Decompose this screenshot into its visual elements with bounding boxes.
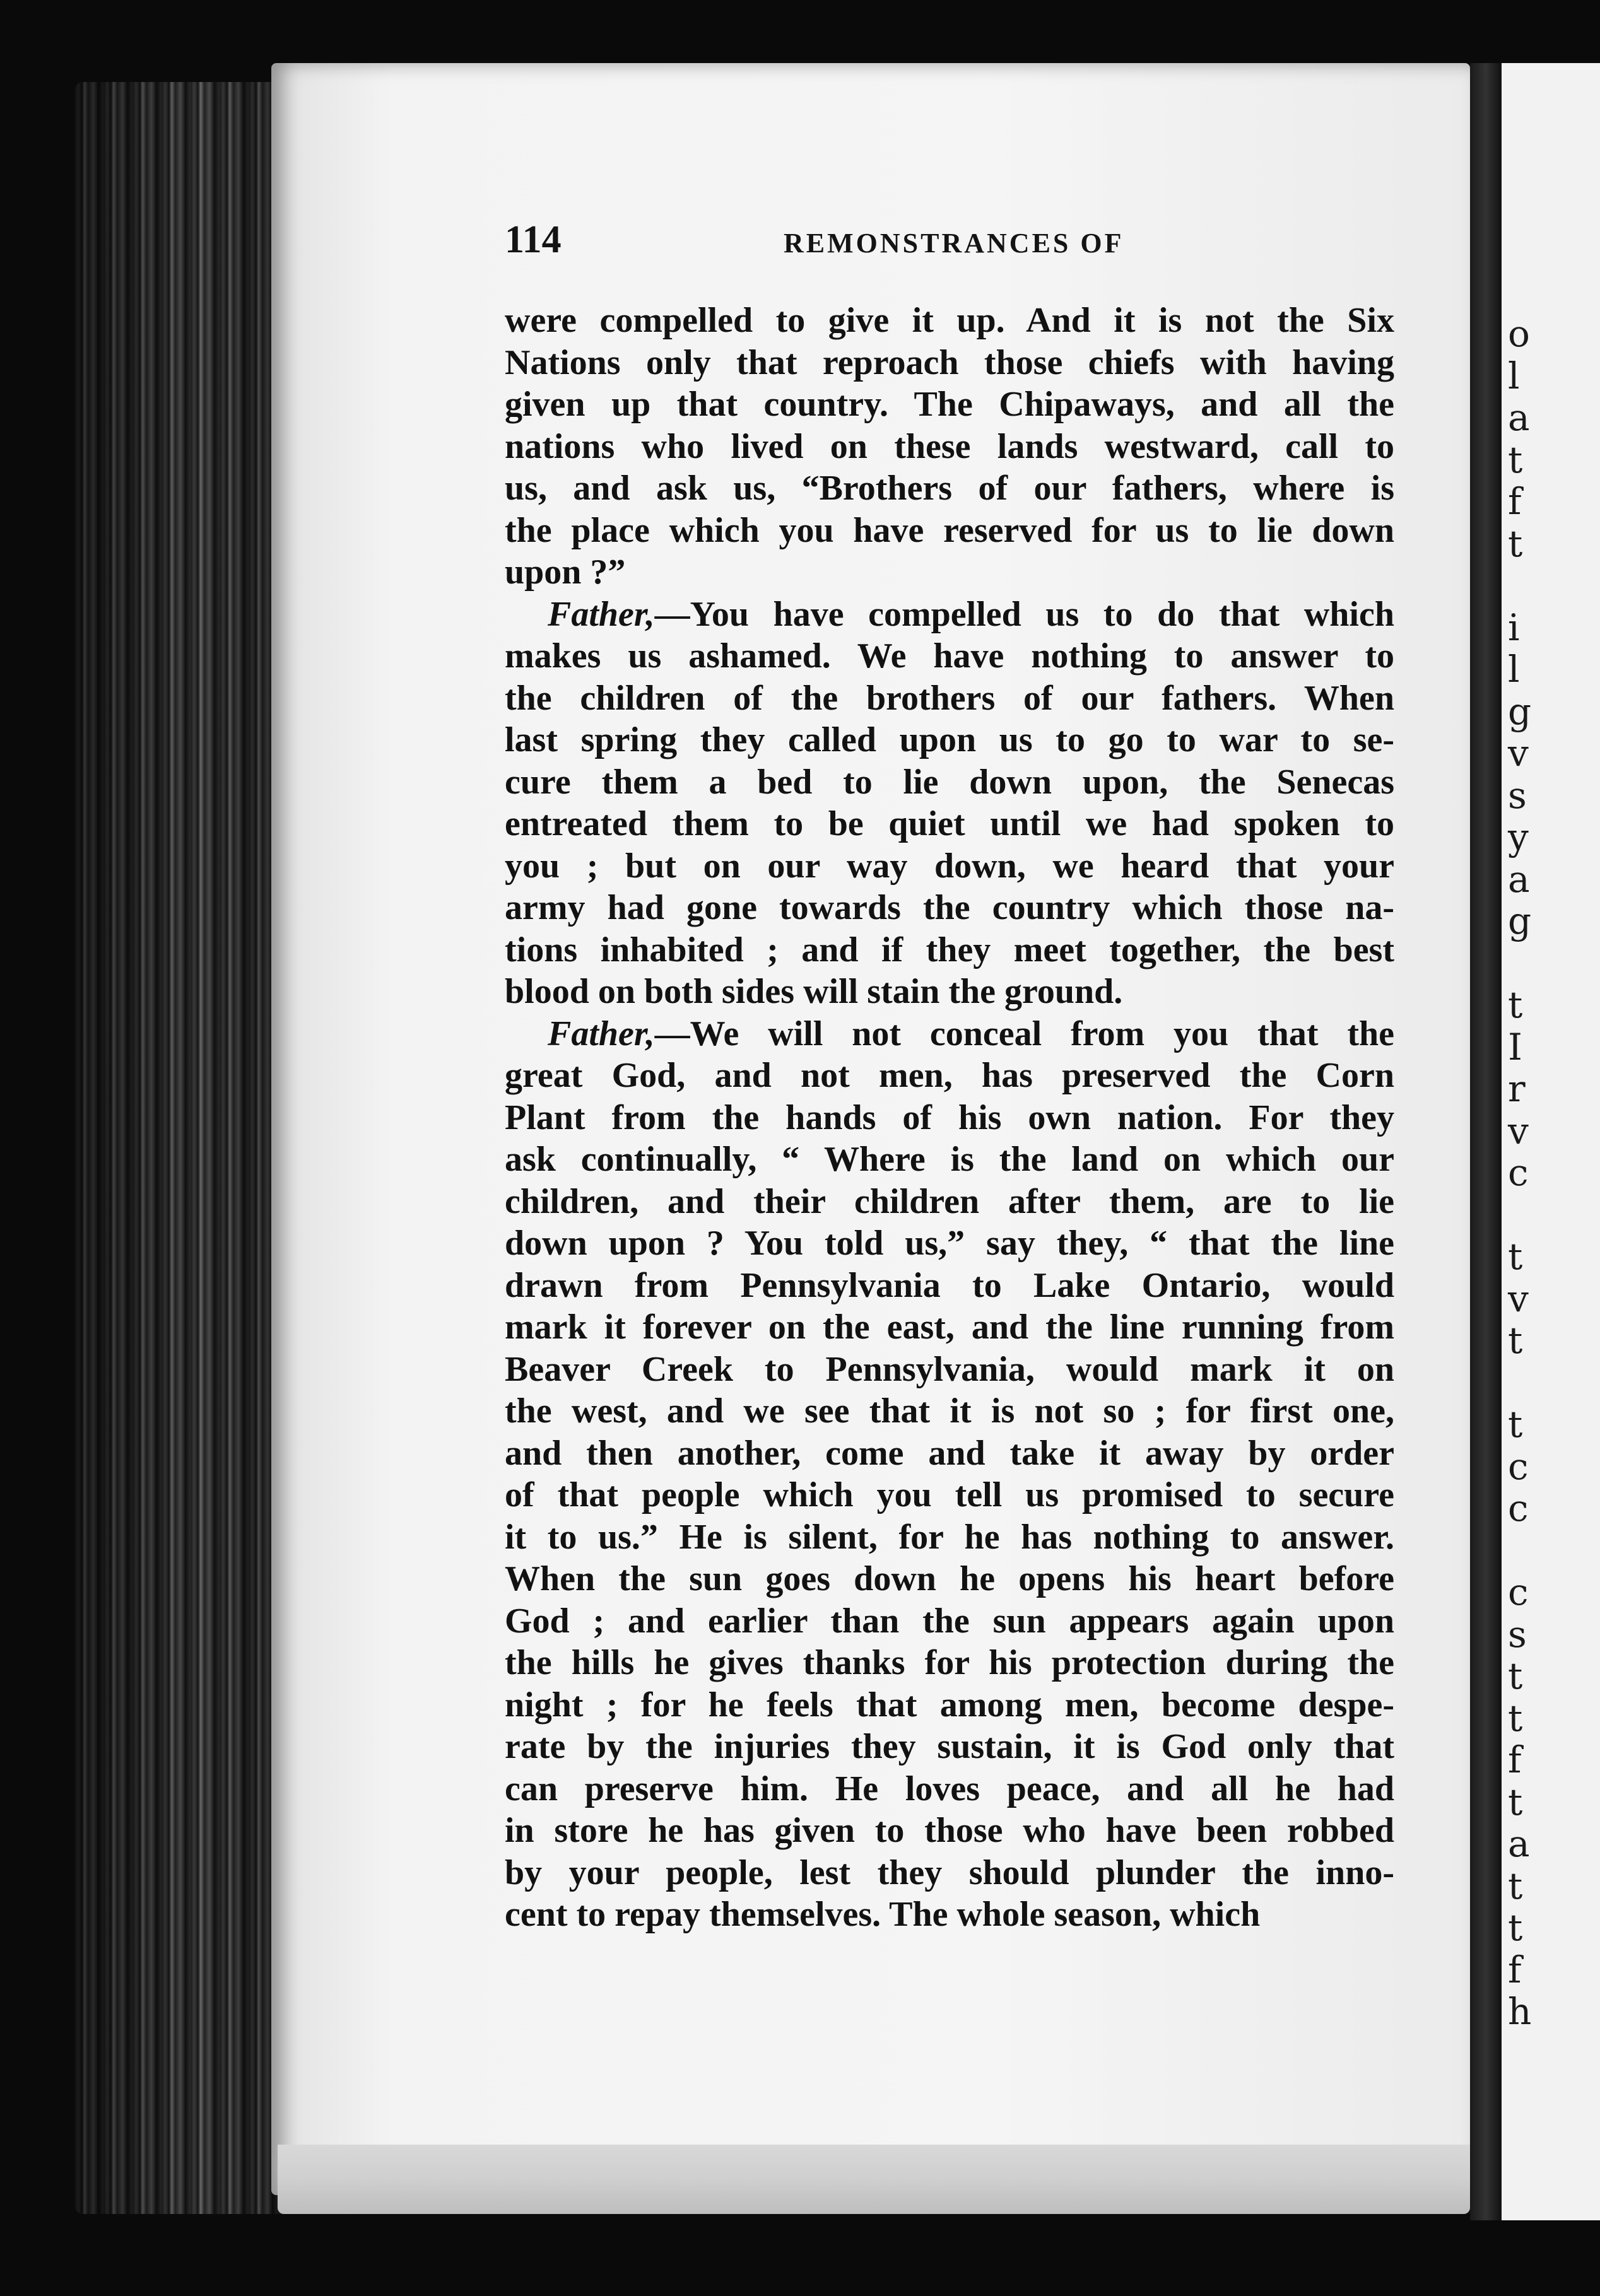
- line-text: drawn from Pennsylvania to Lake Ontario, would: [505, 1265, 1394, 1305]
- text-line: [505, 384, 1394, 426]
- line-text: cent to repay themselves. The whole season, which: [505, 1895, 1261, 1934]
- facing-page-letter: y: [1508, 816, 1529, 858]
- line-text: given up that country. The Chipaways, and all the: [505, 385, 1394, 424]
- line-text: When the sun goes down he opens his heart before: [505, 1559, 1394, 1598]
- facing-page-letter: c: [1508, 1151, 1529, 1194]
- facing-page-letter: t: [1508, 438, 1523, 481]
- line-text: and then another, come and take it away by order: [505, 1433, 1394, 1473]
- text-line: [505, 1810, 1394, 1852]
- text-line: [505, 1222, 1394, 1265]
- line-text: us, and ask us, “Brothers of our fathers, where is: [505, 469, 1394, 508]
- text-line: [505, 1558, 1394, 1600]
- text-line: [505, 594, 1394, 636]
- facing-page-letter: a: [1508, 396, 1530, 439]
- facing-page-letter: g: [1508, 689, 1532, 733]
- text-line: [505, 1600, 1394, 1643]
- facing-page-letter: a: [1508, 1822, 1530, 1865]
- facing-page-letter: f: [1508, 1948, 1522, 1991]
- line-text: the west, and we see that it is not so ; for first one,: [505, 1391, 1394, 1431]
- line-text: were compelled to give it up. And it is not the Six: [505, 301, 1394, 340]
- text-line: [505, 1306, 1394, 1349]
- line-text: down upon ? You told us,” say they, “ that the line: [505, 1224, 1394, 1263]
- line-text: makes us ashamed. We have nothing to answer to: [505, 636, 1394, 676]
- line-text: nations who lived on these lands westward, call to: [505, 426, 1394, 466]
- text-line: [505, 971, 1394, 1013]
- line-text: entreated them to be quiet until we had spoken to: [505, 804, 1394, 843]
- facing-page-letter: i: [1508, 606, 1520, 649]
- line-text: the hills he gives thanks for his protection during the: [505, 1643, 1394, 1682]
- facing-page-letter: v: [1508, 1277, 1529, 1320]
- text-line: [505, 342, 1394, 384]
- text-line: [505, 1852, 1394, 1894]
- text-line: [505, 1139, 1394, 1181]
- line-text: the children of the brothers of our fathers. When: [505, 678, 1394, 718]
- facing-page-letter: v: [1508, 732, 1529, 775]
- facing-page-letter: a: [1508, 857, 1530, 901]
- line-text: night ; for he feels that among men, become despe-: [505, 1685, 1394, 1725]
- facing-page-letter: t: [1508, 1235, 1523, 1278]
- line-text: mark it forever on the east, and the line running from: [505, 1308, 1394, 1347]
- text-line: [505, 1684, 1394, 1726]
- text-line: [505, 1474, 1394, 1516]
- line-text: children, and their children after them, are to lie: [505, 1181, 1394, 1221]
- text-line: [505, 719, 1394, 761]
- line-text: army had gone towards the country which those na-: [505, 888, 1394, 927]
- facing-page-letter: c: [1508, 1444, 1529, 1488]
- line-text: upon ?”: [505, 553, 626, 592]
- line-text: you ; but on our way down, we heard that your: [505, 846, 1394, 886]
- line-text: last spring they called upon us to go to war to se-: [505, 720, 1394, 759]
- facing-page-letter: c: [1508, 1487, 1529, 1530]
- page-bottom-edge: [278, 2145, 1470, 2214]
- line-text: Plant from the hands of his own nation. For they: [505, 1098, 1394, 1137]
- text-line: [505, 1097, 1394, 1139]
- text-line: [505, 1516, 1394, 1559]
- line-text: of that people which you tell us promised to secure: [505, 1475, 1394, 1514]
- facing-page-letter: I: [1508, 1025, 1522, 1069]
- facing-page-letter: t: [1508, 1906, 1523, 1949]
- text-line: [505, 467, 1394, 510]
- page-number: 114: [505, 218, 562, 261]
- line-text: —You have compelled us to do that which: [654, 594, 1394, 634]
- line-text: ask continually, “ Where is the land on which our: [505, 1140, 1394, 1179]
- line-text: Beaver Creek to Pennsylvania, would mark it on: [505, 1349, 1394, 1389]
- facing-page-letter: f: [1508, 1738, 1522, 1781]
- line-text: the place which you have reserved for us to lie down: [505, 510, 1394, 550]
- line-text: in store he has given to those who have been robbed: [505, 1811, 1394, 1850]
- text-line: [505, 510, 1394, 552]
- facing-page-sliver: [1502, 63, 1600, 2220]
- facing-page-letter: g: [1508, 899, 1532, 942]
- line-text: —We will not conceal from you that the: [654, 1014, 1394, 1053]
- text-line: [505, 1768, 1394, 1810]
- facing-page-letter: t: [1508, 1864, 1523, 1907]
- facing-page-letter: t: [1508, 1780, 1523, 1824]
- facing-page-letter: t: [1508, 1319, 1523, 1362]
- facing-page-letter: t: [1508, 1696, 1523, 1740]
- facing-page-letter: t: [1508, 522, 1523, 565]
- running-head: REMONSTRANCES OF: [784, 228, 1124, 259]
- line-text: can preserve him. He loves peace, and all he had: [505, 1769, 1394, 1808]
- text-line: [505, 1726, 1394, 1768]
- facing-page-letter: t: [1508, 1403, 1523, 1446]
- line-text: it to us.” He is silent, for he has nothing to answer.: [505, 1517, 1394, 1557]
- text-line: [505, 1265, 1394, 1307]
- line-text: tions inhabited ; and if they meet together, the best: [505, 930, 1394, 969]
- text-line: [505, 887, 1394, 929]
- facing-page-letter: v: [1508, 1109, 1529, 1152]
- text-line: [505, 845, 1394, 887]
- line-text: rate by the injuries they sustain, it is God only that: [505, 1727, 1394, 1766]
- text-line: [505, 1642, 1394, 1684]
- text-line: [505, 761, 1394, 804]
- facing-page-letter: r: [1508, 1067, 1526, 1110]
- text-line: [505, 1181, 1394, 1223]
- text-line: [505, 1013, 1394, 1055]
- line-text: God ; and earlier than the sun appears again upon: [505, 1601, 1394, 1641]
- text-line: [505, 677, 1394, 720]
- page-body-text: [505, 300, 1394, 1936]
- line-text: blood on both sides will stain the ground.: [505, 972, 1123, 1011]
- facing-page-letter: l: [1508, 648, 1520, 691]
- facing-page-letter: t: [1508, 983, 1523, 1026]
- facing-page-letter: t: [1508, 1655, 1523, 1697]
- text-line: [505, 1432, 1394, 1475]
- facing-page-letter: o: [1508, 312, 1530, 355]
- facing-page-letter: c: [1508, 1571, 1529, 1614]
- facing-page-letter: s: [1508, 773, 1527, 817]
- text-line: [505, 300, 1394, 342]
- line-text: by your people, lest they should plunder the inno-: [505, 1853, 1394, 1892]
- text-line: [505, 1390, 1394, 1432]
- line-text: cure them a bed to lie down upon, the Senecas: [505, 762, 1394, 802]
- italic-address: Father,: [548, 1014, 655, 1053]
- facing-page-letter: l: [1508, 354, 1520, 397]
- text-line: [505, 1349, 1394, 1391]
- text-line: [505, 1055, 1394, 1097]
- page-edge-shadow: [74, 82, 283, 2214]
- italic-address: Father,: [548, 594, 655, 634]
- line-text: Nations only that reproach those chiefs with having: [505, 343, 1394, 382]
- text-line: [505, 803, 1394, 845]
- facing-page-letter: h: [1508, 1990, 1532, 2033]
- text-line: [505, 635, 1394, 677]
- text-line: [505, 1894, 1394, 1936]
- line-text: great God, and not men, has preserved the Corn: [505, 1056, 1394, 1095]
- text-line: [505, 551, 1394, 594]
- facing-page-letter: f: [1508, 480, 1522, 523]
- facing-page-letter: s: [1508, 1612, 1527, 1656]
- text-line: [505, 426, 1394, 468]
- book-gutter: [1470, 63, 1502, 2220]
- text-line: [505, 929, 1394, 971]
